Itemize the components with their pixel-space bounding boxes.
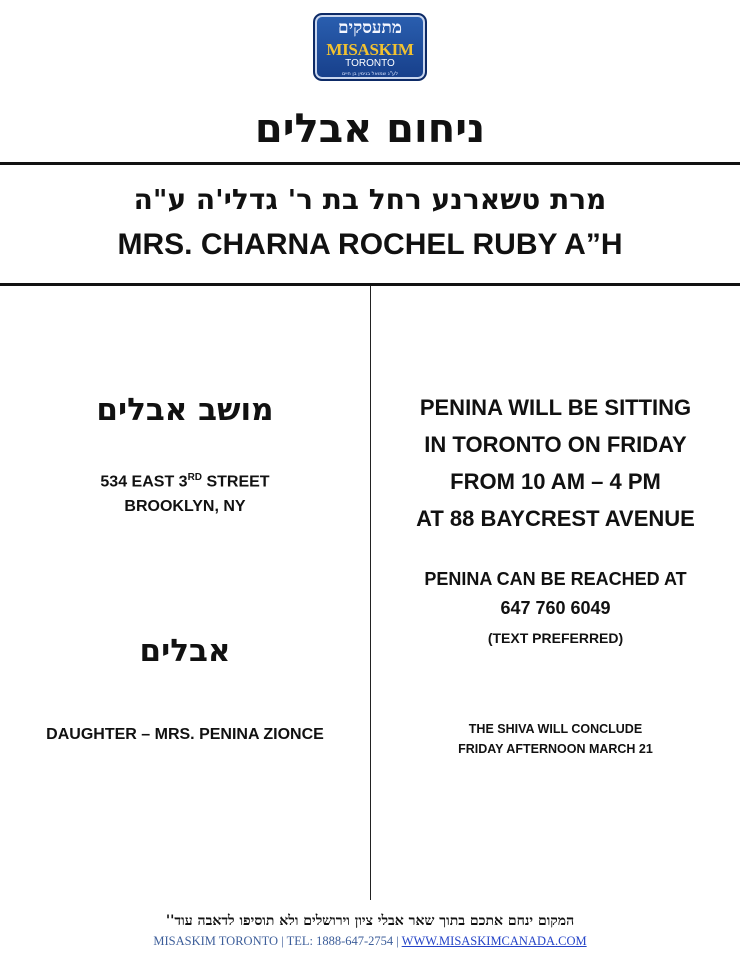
misaskim-logo [313,13,427,81]
shiva-address [0,465,370,519]
shiva-conclusion [371,719,740,759]
footer-blessing: המקום ינחם אתכם בתוך שאר אבלי ציון וירושלים ולא תוסיפו לדאבה עוד'' [165,913,575,929]
logo-tagline: לע"נ שמואל בנימין בן חיים [341,71,399,77]
sitting-line: PENINA WILL BE SITTING [419,395,692,420]
mourners-heading: אבלים [139,633,231,669]
page-title: ניחום אבלים [254,106,486,152]
text-preferred-note: (TEXT PREFERRED) [487,630,624,646]
mourner-name: DAUGHTER – MRS. PENINA ZIONCE [46,726,324,743]
sitting-line: AT 88 BAYCREST AVENUE [416,506,695,531]
deceased-english-name: MRS. CHARNA ROCHEL RUBY A”H [117,228,623,261]
logo-english-text: MISASKIM [326,40,414,59]
footer-contact-text: MISASKIM TORONTO | TEL: 1888-647-2754 | [153,934,402,948]
footer-contact [0,934,740,949]
phone-number: 647 760 6049 [500,598,611,618]
shiva-location-heading: מושב אבלים [96,392,274,428]
conclusion-line-1: THE SHIVA WILL CONCLUDE [468,722,643,736]
top-divider [0,162,740,165]
address-line-2: BROOKLYN, NY [124,498,246,516]
contact-details [371,565,740,623]
sitting-line: FROM 10 AM – 4 PM [450,469,661,494]
conclusion-line-2: FRIDAY AFTERNOON MARCH 21 [458,742,653,756]
sitting-details [371,389,740,537]
reach-line: PENINA CAN BE REACHED AT [424,569,687,589]
logo-hebrew-text: מתעסקים [338,18,402,38]
logo-city-text: TORONTO [345,58,395,69]
address-line-1: 534 EAST 3RD STREET [100,472,270,491]
deceased-hebrew-name: מרת טשארנע רחל בת ר' גדלי'ה ע"ה [133,183,607,216]
website-link[interactable]: WWW.MISASKIMCANADA.COM [401,934,587,948]
sitting-line: IN TORONTO ON FRIDAY [424,432,687,457]
